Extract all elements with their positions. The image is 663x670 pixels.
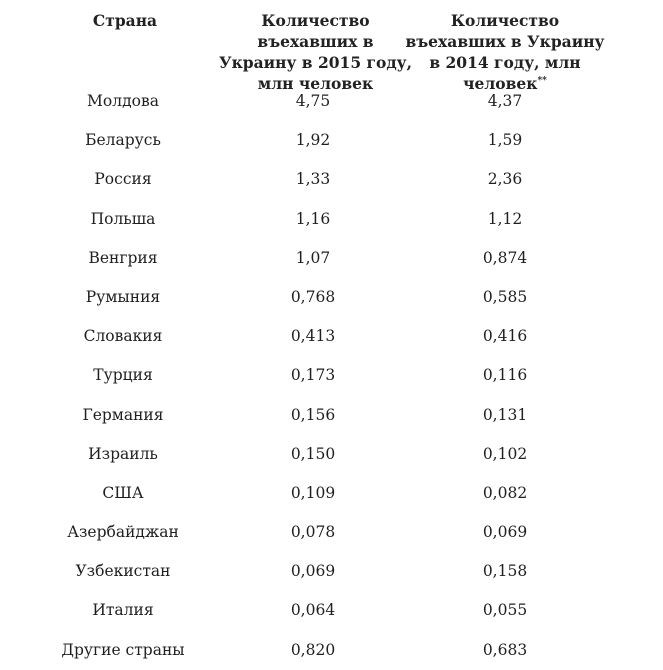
- cell-country: Германия: [82, 405, 164, 424]
- cell-2015: 0,413: [290, 327, 336, 346]
- table-row: [0, 396, 663, 435]
- cell-2014: 0,416: [482, 327, 528, 346]
- cell-country: Италия: [92, 601, 154, 620]
- cell-2015: 0,820: [290, 640, 336, 659]
- cell-2015: 1,33: [295, 170, 331, 189]
- cell-2015: 0,078: [290, 523, 336, 542]
- cell-country: США: [102, 483, 144, 502]
- table-row: [0, 631, 663, 670]
- cell-2014: 1,12: [487, 209, 523, 228]
- cell-2015: 0,173: [290, 366, 336, 385]
- table-row: [0, 474, 663, 513]
- cell-2015: 0,069: [290, 562, 336, 581]
- cell-2015: 0,150: [290, 444, 336, 463]
- cell-2015: 1,92: [295, 131, 331, 150]
- cell-2015: 0,768: [290, 287, 336, 306]
- header-2015: Количество въехавших в Украину в 2015 году, млн человек: [218, 11, 412, 93]
- table-row: [0, 317, 663, 356]
- table-body: [0, 82, 663, 670]
- cell-2015: 0,156: [290, 405, 336, 424]
- cell-2015: 0,109: [290, 483, 336, 502]
- table-row: [0, 435, 663, 474]
- cell-country: Молдова: [87, 92, 159, 110]
- cell-country: Узбекистан: [75, 562, 171, 581]
- cell-2014: 4,37: [487, 92, 523, 110]
- table-row: [0, 278, 663, 317]
- cell-2014: 0,874: [482, 248, 528, 267]
- cell-2014: 0,585: [482, 287, 528, 306]
- header-country: Страна: [92, 11, 158, 30]
- cell-2014: 0,102: [482, 444, 528, 463]
- table-row: [0, 121, 663, 160]
- table-row: [0, 239, 663, 278]
- table-row: [0, 591, 663, 630]
- cell-2015: 0,064: [290, 601, 336, 620]
- cell-2014: 0,082: [482, 483, 528, 502]
- cell-2015: 4,75: [295, 92, 331, 110]
- table-row: [0, 356, 663, 395]
- cell-country: Россия: [94, 170, 152, 189]
- cell-2014: 1,59: [487, 131, 523, 150]
- cell-country: Венгрия: [88, 248, 158, 267]
- table-row: [0, 552, 663, 591]
- cell-2014: 0,069: [482, 523, 528, 542]
- cell-country: Другие страны: [61, 640, 185, 659]
- cell-country: Словакия: [83, 327, 163, 346]
- cell-2015: 1,07: [295, 248, 331, 267]
- cell-2014: 0,683: [482, 640, 528, 659]
- cell-country: Израиль: [88, 444, 158, 463]
- cell-2014: 0,116: [482, 366, 528, 385]
- table-row: [0, 513, 663, 552]
- cell-2014: 0,131: [482, 405, 528, 424]
- cell-country: Турция: [93, 366, 153, 385]
- table-row: [0, 160, 663, 199]
- cell-country: Азербайджан: [67, 523, 179, 542]
- cell-2015: 1,16: [295, 209, 331, 228]
- table-row: [0, 200, 663, 239]
- table-row: [0, 82, 663, 121]
- cell-2014: 2,36: [487, 170, 523, 189]
- cell-country: Румыния: [85, 287, 161, 306]
- cell-2014: 0,055: [482, 601, 528, 620]
- cell-country: Беларусь: [85, 131, 161, 150]
- header-2014-text: Количество въехавших в Украину в 2014 году, млн человек: [405, 11, 605, 93]
- cell-2014: 0,158: [482, 562, 528, 581]
- cell-country: Польша: [90, 209, 156, 228]
- header-2014-footnote-mark: **: [537, 76, 547, 86]
